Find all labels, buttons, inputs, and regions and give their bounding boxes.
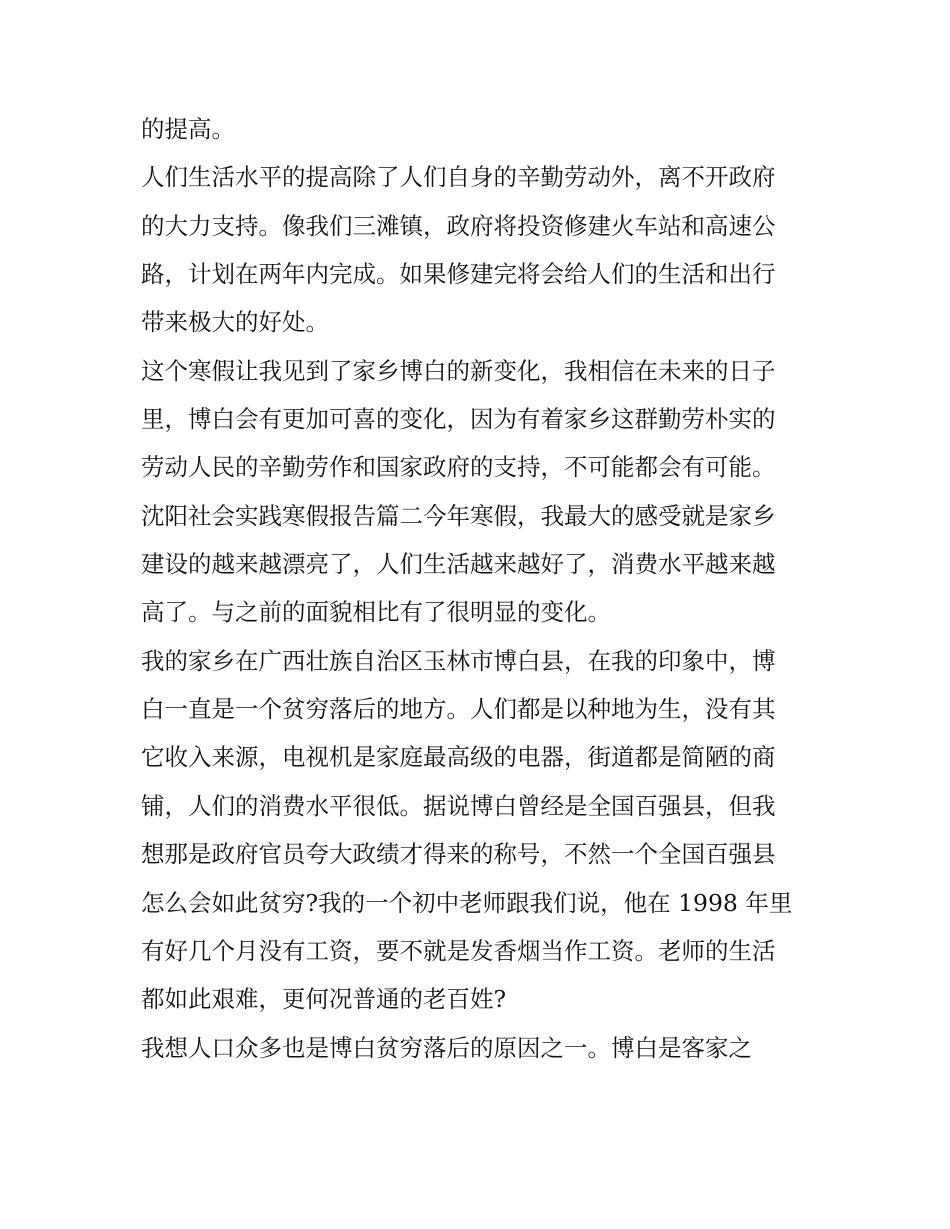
text-line: 怎么会如此贫穷?我的一个初中老师跟我们说，他在 1998 年里 [141, 888, 793, 917]
text-line: 路，计划在两年内完成。如果修建完将会给人们的生活和出行 [141, 260, 776, 289]
text-line: 铺，人们的消费水平很低。据说博白曾经是全国百强县，但我 [141, 791, 776, 820]
text-line: 带来极大的好处。 [141, 308, 329, 337]
text-line: 的提高。 [141, 115, 235, 143]
text-line: 白一直是一个贫穷落后的地方。人们都是以种地为生，没有其 [141, 695, 776, 724]
text-line: 里，博白会有更加可喜的变化，因为有着家乡这群勤劳朴实的 [141, 405, 776, 434]
text-line: 人们生活水平的提高除了人们自身的辛勤劳动外，离不开政府 [141, 163, 776, 192]
text-line: 劳动人民的辛勤劳作和国家政府的支持，不可能都会有可能。 [141, 453, 776, 482]
text-line: 想那是政府官员夸大政绩才得来的称号，不然一个全国百强县 [141, 840, 776, 869]
text-line: 沈阳社会实践寒假报告篇二今年寒假，我最大的感受就是家乡 [141, 501, 776, 530]
document-body-text [141, 105, 813, 1072]
text-line: 我想人口众多也是博白贫穷落后的原因之一。博白是客家之 [141, 1033, 752, 1062]
text-line: 的大力支持。像我们三滩镇，政府将投资修建火车站和高速公 [141, 211, 776, 240]
text-line: 有好几个月没有工资，要不就是发香烟当作工资。老师的生活 [141, 936, 776, 965]
text-line: 我的家乡在广西壮族自治区玉林市博白县，在我的印象中，博 [141, 646, 776, 675]
text-line: 都如此艰难，更何况普通的老百姓? [141, 985, 507, 1014]
text-line: 高了。与之前的面貌相比有了很明显的变化。 [141, 598, 611, 627]
text-line: 建设的越来越漂亮了，人们生活越来越好了，消费水平越来越 [141, 550, 776, 579]
text-line: 它收入来源，电视机是家庭最高级的电器，街道都是简陋的商 [141, 743, 776, 772]
text-line: 这个寒假让我见到了家乡博白的新变化，我相信在未来的日子 [141, 356, 776, 385]
